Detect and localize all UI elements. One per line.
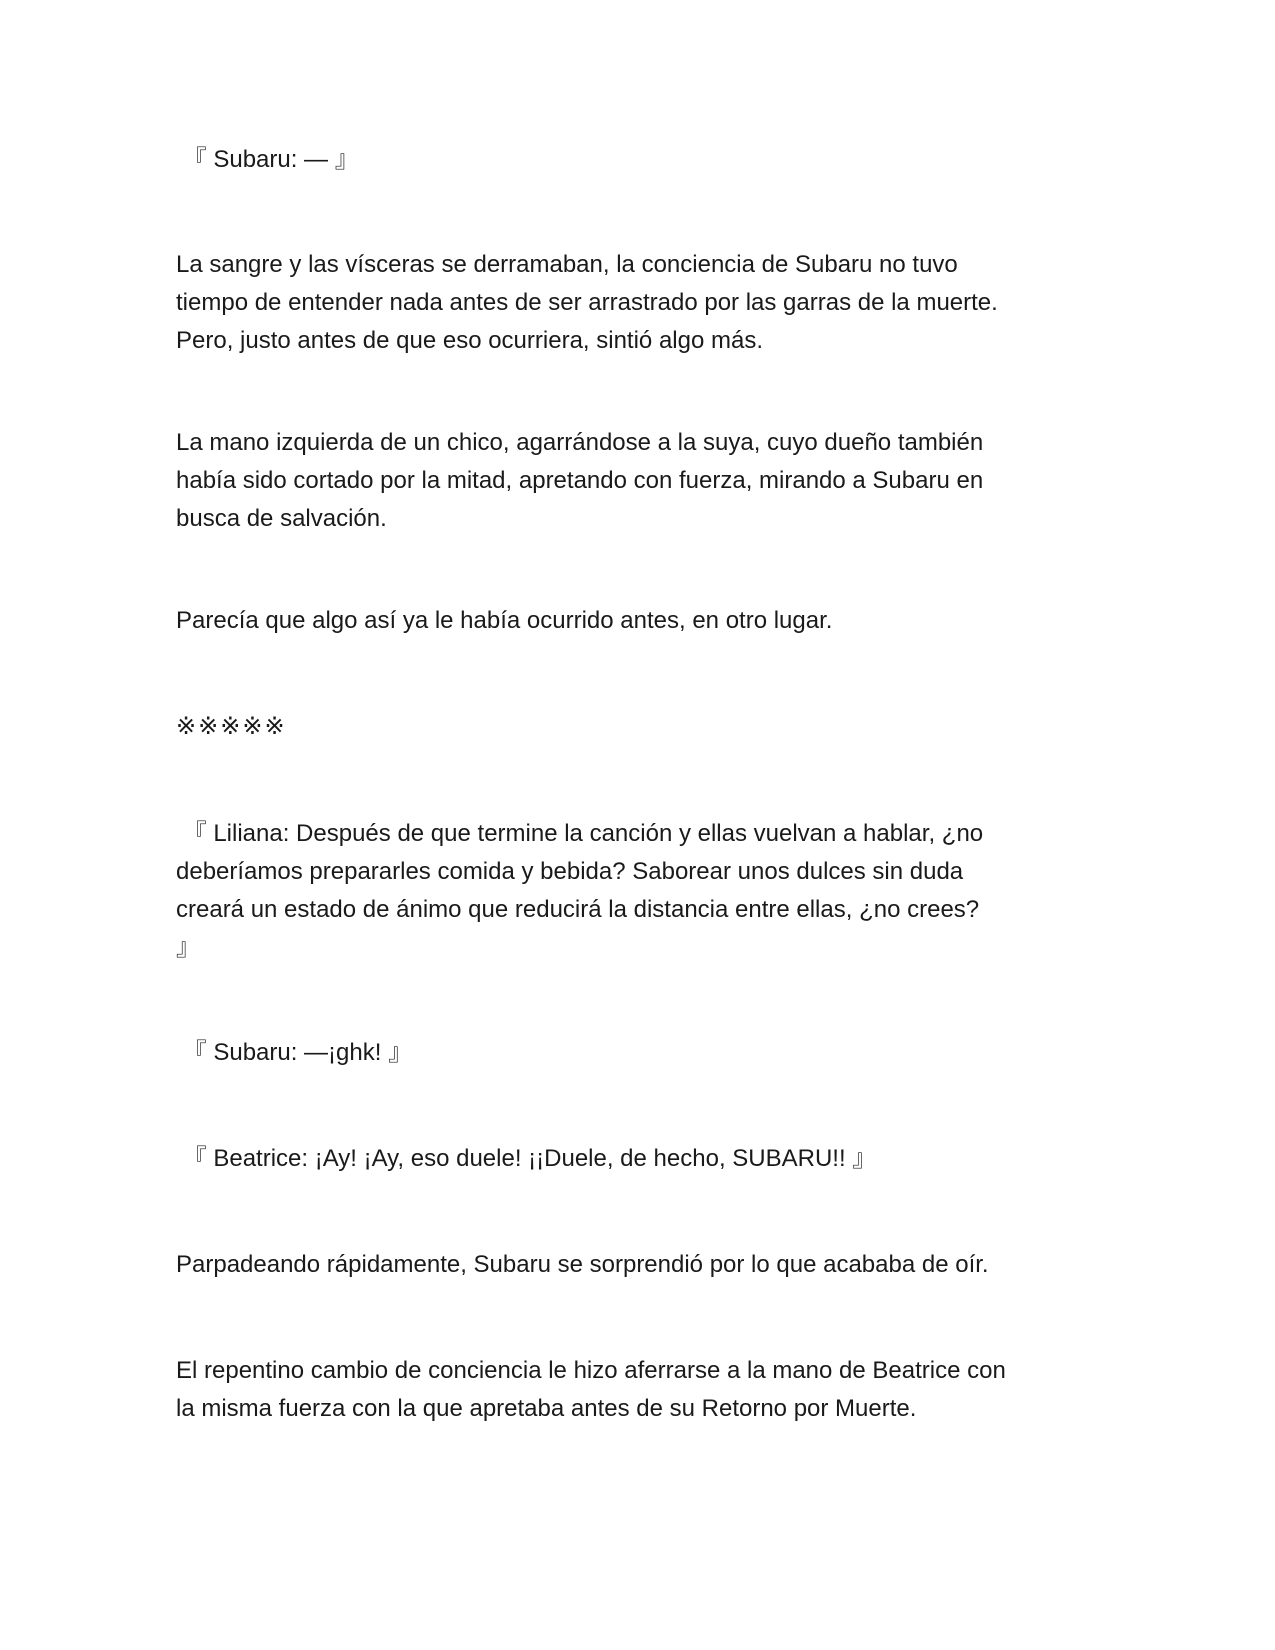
text-line: tiempo de entender nada antes de ser arrastrado por las garras de la muerte. xyxy=(176,289,998,316)
dialogue-subaru-1 xyxy=(176,141,1096,179)
scene-break-separator xyxy=(176,708,1096,746)
text-line: La mano izquierda de un chico, agarrándose a la suya, cuyo dueño también xyxy=(176,429,984,456)
text-line: 『 Beatrice: ¡Ay! ¡Ay, eso duele! ¡¡Duele, de hecho, SUBARU!! 』 xyxy=(176,1145,877,1172)
text-line: Pero, justo antes de que eso ocurriera, sintió algo más. xyxy=(176,327,763,354)
text-line: la misma fuerza con la que apretaba antes de su Retorno por Muerte. xyxy=(176,1395,917,1422)
narration-paragraph-3 xyxy=(176,602,1096,640)
text-line: 『 Liliana: Después de que termine la canción y ellas vuelvan a hablar, ¿no xyxy=(176,820,984,847)
text-line: 』 xyxy=(176,934,200,961)
text-line: 『 Subaru: —¡ghk! 』 xyxy=(176,1039,413,1066)
text-line: Parecía que algo así ya le había ocurrido antes, en otro lugar. xyxy=(176,607,833,634)
text-line: 『 Subaru: — 』 xyxy=(176,146,359,173)
narration-paragraph-4 xyxy=(176,1246,1096,1284)
text-line: La sangre y las vísceras se derramaban, la conciencia de Subaru no tuvo xyxy=(176,251,958,278)
dialogue-liliana xyxy=(176,815,1096,967)
narration-paragraph-2 xyxy=(176,424,1096,538)
text-line: Parpadeando rápidamente, Subaru se sorprendió por lo que acababa de oír. xyxy=(176,1251,989,1278)
narration-paragraph-5 xyxy=(176,1352,1096,1428)
narration-paragraph-1 xyxy=(176,246,1096,360)
text-line: deberíamos prepararles comida y bebida? Saborear unos dulces sin duda xyxy=(176,858,964,885)
text-line: había sido cortado por la mitad, apretando con fuerza, mirando a Subaru en xyxy=(176,467,984,494)
dialogue-subaru-2 xyxy=(176,1034,1096,1072)
text-line: creará un estado de ánimo que reducirá la distancia entre ellas, ¿no crees? xyxy=(176,896,980,923)
text-line: El repentino cambio de conciencia le hizo aferrarse a la mano de Beatrice con xyxy=(176,1357,1006,1384)
text-line: ※※※※※ xyxy=(176,713,287,740)
dialogue-beatrice xyxy=(176,1140,1096,1178)
text-line: busca de salvación. xyxy=(176,505,387,532)
